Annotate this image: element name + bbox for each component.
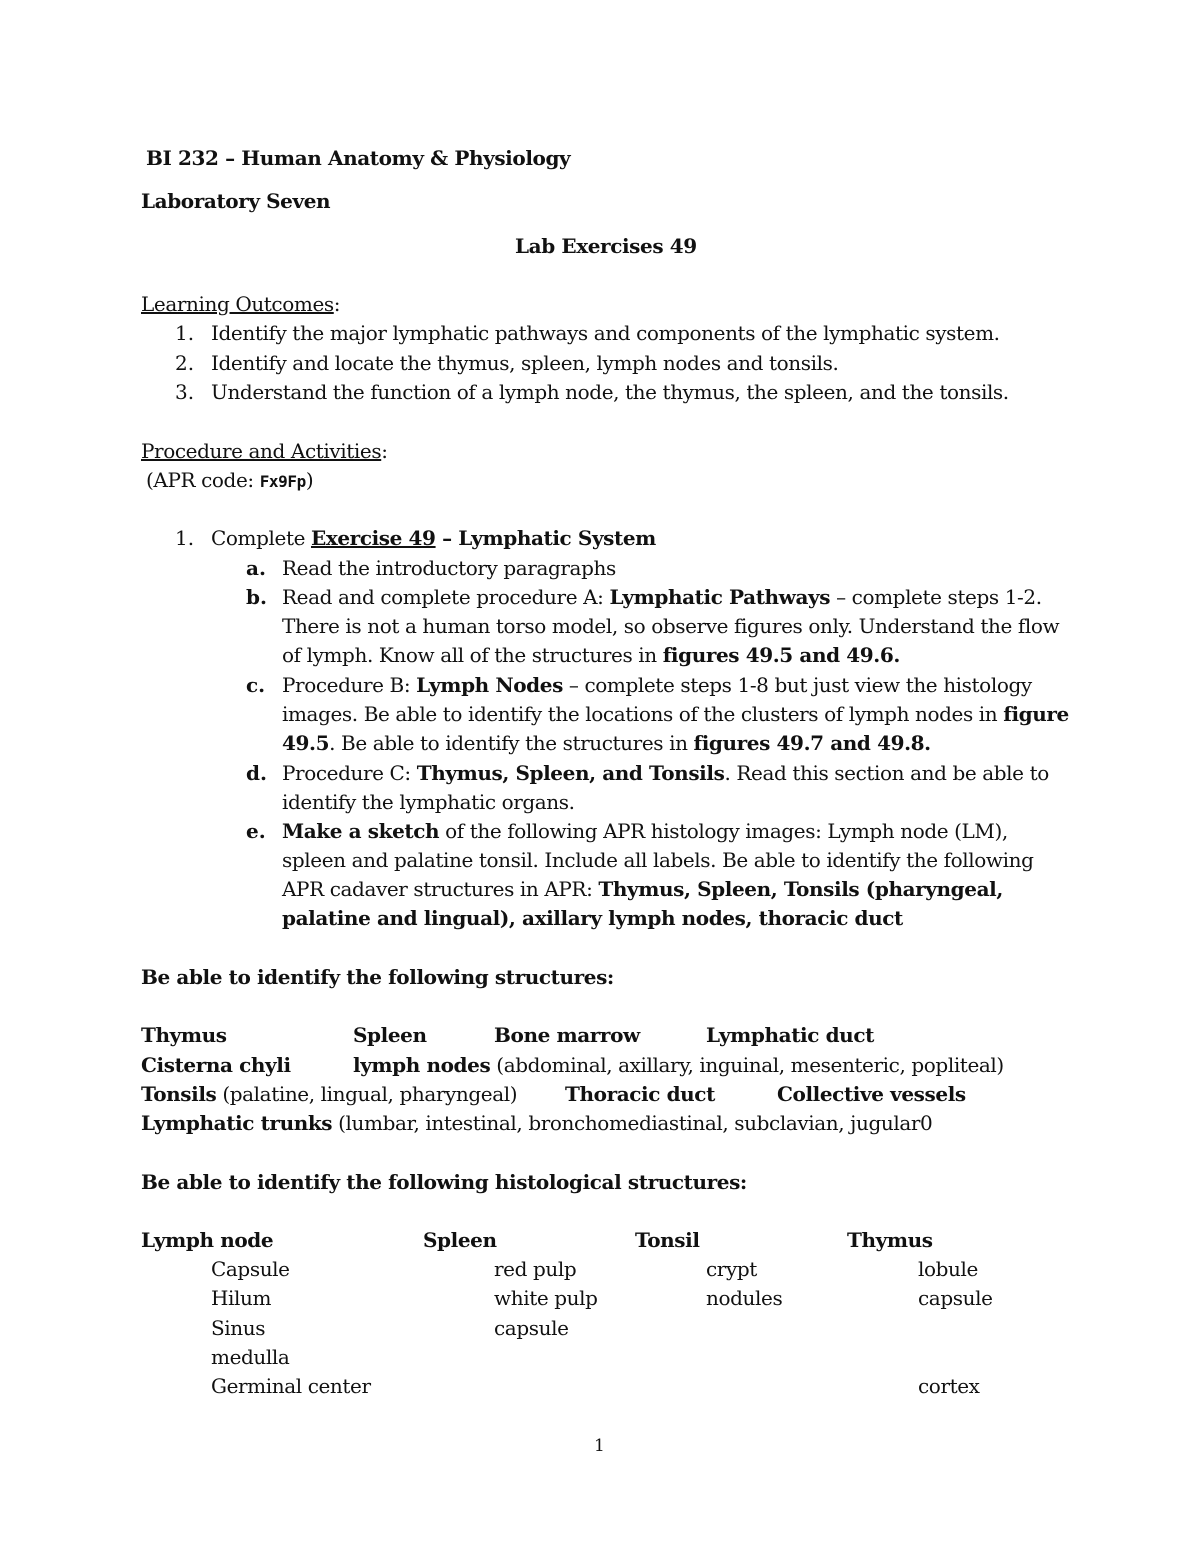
outcome-number: 3. <box>175 380 195 404</box>
outcome-item: Identify the major lymphatic pathways and components of the lymphatic system. <box>211 321 1000 345</box>
outcome-number: 1. <box>175 321 195 345</box>
histology-column-header: Thymus <box>847 1228 933 1252</box>
histology-column-header: Tonsil <box>635 1228 700 1252</box>
substep-b-line: There is not a human torso model, so observe figures only. Understand the flow <box>282 614 1060 638</box>
structures-heading: Be able to identify the following structures: <box>141 965 614 989</box>
histology-column-header: Spleen <box>423 1228 497 1252</box>
substep-e-line: spleen and palatine tonsil. Include all labels. Be able to identify the following <box>282 848 1034 872</box>
substep-e-line: APR cadaver structures in APR: Thymus, Spleen, Tonsils (pharyngeal, <box>282 877 1003 901</box>
substep-d-line: identify the lymphatic organs. <box>282 790 575 814</box>
outcome-number: 2. <box>175 351 195 375</box>
histology-item: medulla <box>211 1345 290 1369</box>
substep-letter: b. <box>246 585 267 609</box>
structure-item: Collective vessels <box>777 1082 966 1106</box>
histology-item: cortex <box>918 1374 980 1398</box>
procedure-heading: Procedure and Activities: <box>141 439 388 463</box>
substep-letter: c. <box>246 673 266 697</box>
exercise-49-link: Exercise 49 <box>310 526 436 550</box>
structure-item: Lymphatic duct <box>706 1023 874 1047</box>
structure-item: Cisterna chyli <box>141 1053 291 1077</box>
course-title: BI 232 – Human Anatomy & Physiology <box>146 146 571 170</box>
histology-heading: Be able to identify the following histological structures: <box>141 1170 747 1194</box>
structure-item: Bone marrow <box>494 1023 640 1047</box>
apr-code-line: (APR code: Fx9Fp) <box>146 468 314 492</box>
page-number: 1 <box>594 1436 605 1456</box>
substep-c-line: Procedure B: Lymph Nodes – complete steps 1-8 but just view the histology <box>282 673 1032 697</box>
histology-item: nodules <box>706 1286 783 1310</box>
substep-letter: d. <box>246 761 267 785</box>
histology-item: white pulp <box>494 1286 598 1310</box>
substep-b-line: of lymph. Know all of the structures in figures 49.5 and 49.6. <box>282 643 900 667</box>
step-1-line: Complete Exercise 49 – Lymphatic System <box>211 526 656 550</box>
structure-item: Spleen <box>353 1023 427 1047</box>
histology-item: Hilum <box>211 1286 272 1310</box>
structure-item: Tonsils (palatine, lingual, pharyngeal) <box>141 1082 518 1106</box>
outcomes-heading: Learning Outcomes: <box>141 292 341 316</box>
substep-c-line: images. Be able to identify the locations of the clusters of lymph nodes in figure <box>282 702 1069 726</box>
exercise-title: Lab Exercises 49 <box>515 234 697 258</box>
histology-item: Germinal center <box>211 1374 371 1398</box>
substep-a-text: Read the introductory paragraphs <box>282 556 616 580</box>
substep-d-line: Procedure C: Thymus, Spleen, and Tonsils. Read this section and be able to <box>282 761 1049 785</box>
substep-letter: e. <box>246 819 266 843</box>
substep-letter: a. <box>246 556 266 580</box>
structure-item: Thoracic duct <box>565 1082 715 1106</box>
structure-item: lymph nodes (abdominal, axillary, inguinal, mesenteric, popliteal) <box>353 1053 1004 1077</box>
histology-item: capsule <box>494 1316 569 1340</box>
outcome-item: Understand the function of a lymph node, the thymus, the spleen, and the tonsils. <box>211 380 1009 404</box>
histology-item: red pulp <box>494 1257 577 1281</box>
structure-item: Thymus <box>141 1023 227 1047</box>
histology-item: lobule <box>918 1257 978 1281</box>
apr-code: Fx9Fp <box>259 472 306 491</box>
histology-item: crypt <box>706 1257 757 1281</box>
lab-title: Laboratory Seven <box>141 189 331 213</box>
histology-column-header: Lymph node <box>141 1228 274 1252</box>
histology-item: capsule <box>918 1286 993 1310</box>
histology-item: Sinus <box>211 1316 266 1340</box>
step-number: 1. <box>175 526 195 550</box>
structure-item: Lymphatic trunks (lumbar, intestinal, bronchomediastinal, subclavian, jugular0 <box>141 1111 933 1135</box>
substep-c-line: 49.5. Be able to identify the structures in figures 49.7 and 49.8. <box>282 731 931 755</box>
histology-item: Capsule <box>211 1257 290 1281</box>
substep-b-line: Read and complete procedure A: Lymphatic Pathways – complete steps 1-2. <box>282 585 1042 609</box>
outcome-item: Identify and locate the thymus, spleen, lymph nodes and tonsils. <box>211 351 839 375</box>
substep-e-line: Make a sketch of the following APR histology images: Lymph node (LM), <box>282 819 1008 843</box>
substep-e-line: palatine and lingual), axillary lymph nodes, thoracic duct <box>282 906 903 930</box>
